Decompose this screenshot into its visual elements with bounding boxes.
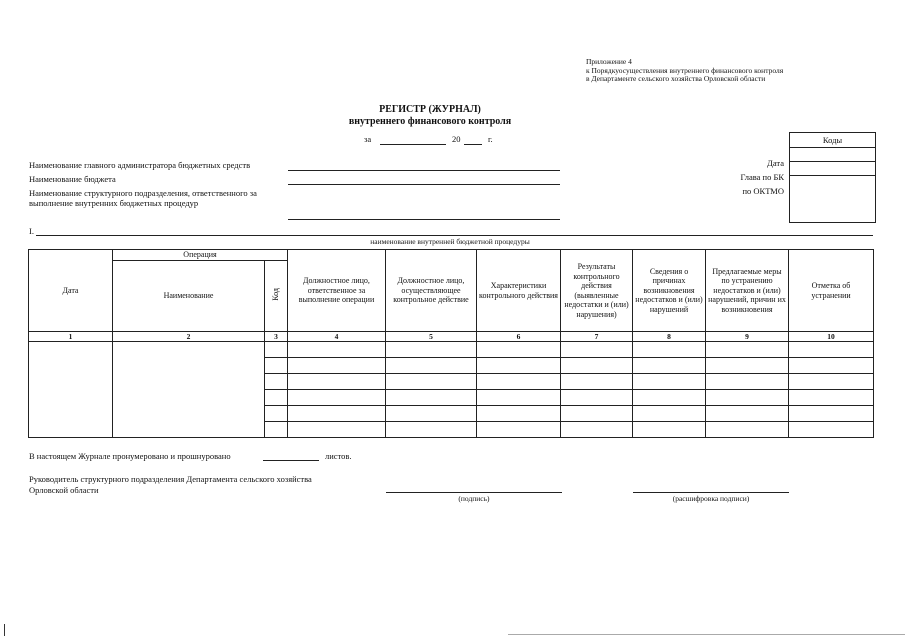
title-line-2: внутреннего финансового контроля <box>348 116 512 127</box>
appendix-note <box>586 58 836 84</box>
decryption-field[interactable] <box>633 492 789 493</box>
appendix-line-3: в Департаменте сельского хозяйства Орловской области <box>586 74 766 83</box>
header-official-op: Должностное лицо, ответственное за выполнение операции <box>288 250 386 332</box>
col-num-2: 2 <box>113 332 265 342</box>
head-label-1: Руководитель структурного подразделения Департамента сельского хозяйства <box>29 474 312 484</box>
code-date-cell[interactable] <box>790 148 875 162</box>
signature-caption: (подпись) <box>458 494 490 503</box>
col-num-5: 5 <box>386 332 477 342</box>
unit-label: Наименование структурного подразделения, ответственного за выполнение внутренних бюджетных процедур <box>29 188 257 208</box>
sheets-count-field[interactable] <box>263 460 319 461</box>
col-num-7: 7 <box>561 332 633 342</box>
code-oktmo-cell[interactable] <box>790 176 875 208</box>
unit-field[interactable] <box>288 219 560 220</box>
procedure-caption: наименование внутренней бюджетной процедуры <box>370 237 530 246</box>
header-operation: Операция <box>113 250 288 261</box>
year-blank[interactable] <box>464 144 482 145</box>
procedure-field[interactable] <box>36 235 873 236</box>
code-date-label: Дата <box>767 158 784 168</box>
scan-artifact-mark <box>4 624 5 636</box>
register-table <box>28 249 874 438</box>
numbered-label: В настоящем Журнале пронумеровано и прошнуровано <box>29 451 231 461</box>
header-official-ctrl: Должностное лицо, осуществляющее контрольное действие <box>386 250 477 332</box>
header-name: Наименование <box>113 261 265 332</box>
budget-field[interactable] <box>288 184 560 185</box>
budget-label: Наименование бюджета <box>29 174 116 184</box>
header-characteristics: Характеристики контрольного действия <box>477 250 561 332</box>
section-number: I. <box>29 226 34 236</box>
header-date: Дата <box>29 250 113 332</box>
decryption-caption: (расшифровка подписи) <box>672 494 750 503</box>
signature-field[interactable] <box>386 492 562 493</box>
col-num-4: 4 <box>288 332 386 342</box>
header-code: Код <box>271 288 281 302</box>
codes-box <box>789 132 876 223</box>
col-num-3: 3 <box>265 332 288 342</box>
head-label-2: Орловской области <box>29 485 99 495</box>
header-measures: Предлагаемые меры по устранению недостатков и (или) нарушений, причин их возникновения <box>706 250 789 332</box>
cell-date[interactable] <box>29 342 113 438</box>
header-results: Результаты контрольного действия (выявленные недостатки и (или) нарушения) <box>561 250 633 332</box>
admin-label: Наименование главного администратора бюджетных средств <box>29 160 251 170</box>
col-num-9: 9 <box>706 332 789 342</box>
period-year: 20 <box>452 134 461 144</box>
col-num-6: 6 <box>477 332 561 342</box>
header-mark: Отметка об устранении <box>789 250 874 332</box>
col-num-8: 8 <box>633 332 706 342</box>
sheets-label: листов. <box>325 451 352 461</box>
code-oktmo-label: по ОКТМО <box>742 186 784 196</box>
period-blank[interactable] <box>380 144 446 145</box>
col-num-10: 10 <box>789 332 874 342</box>
codes-header: Коды <box>790 133 875 148</box>
admin-field[interactable] <box>288 170 560 171</box>
period-prefix: за <box>364 134 372 144</box>
code-chapter-cell[interactable] <box>790 162 875 176</box>
appendix-line-1: Приложение 4 <box>586 57 632 66</box>
header-code-cell <box>265 261 288 332</box>
table-row <box>29 342 874 358</box>
code-chapter-label: Глава по БК <box>740 172 784 182</box>
period-suffix: г. <box>488 134 493 144</box>
title-line-1: РЕГИСТР (ЖУРНАЛ) <box>379 104 481 115</box>
document-title <box>300 104 560 128</box>
col-num-1: 1 <box>29 332 113 342</box>
appendix-line-2: к Порядкуосуществления внутреннего финансового контроля <box>586 65 784 75</box>
scan-artifact-line <box>508 634 905 635</box>
cell-name[interactable] <box>113 342 265 438</box>
header-causes: Сведения о причинах возникновения недостатков и (или) нарушений <box>633 250 706 332</box>
period-row <box>364 134 564 146</box>
